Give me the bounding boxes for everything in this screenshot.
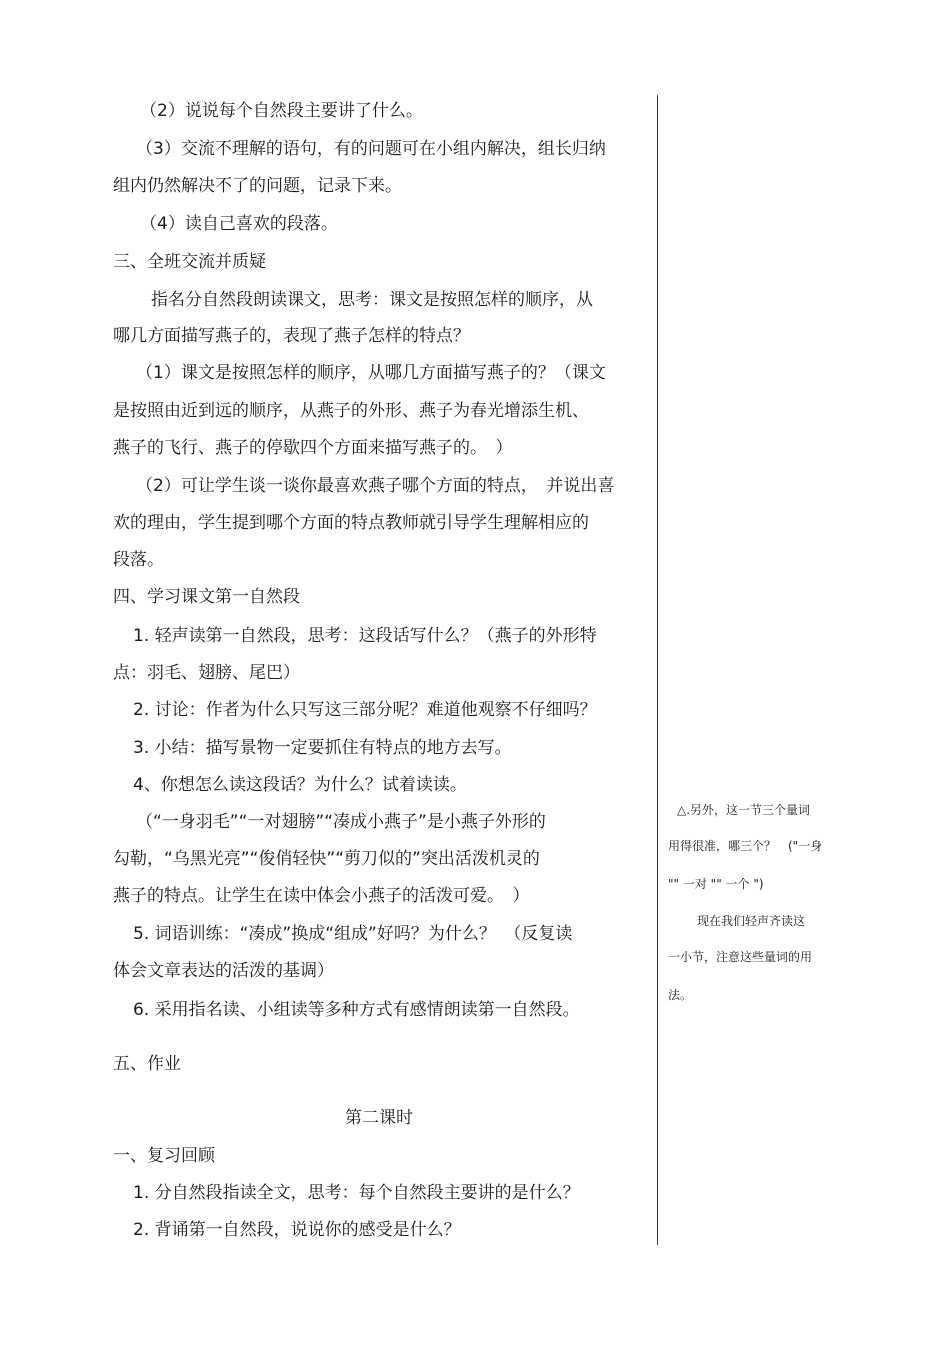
text-line: （2）说说每个自然段主要讲了什么。	[140, 101, 423, 121]
text-line: 欢的理由，学生提到哪个方面的特点教师就引导学生理解相应的	[113, 513, 589, 533]
text-line: 5. 词语训练：“凑成”换成“组成”好吗？为什么？ （反复读	[133, 924, 573, 944]
text-line: 组内仍然解决不了的问题，记录下来。	[113, 176, 402, 196]
text-line: 燕子的特点。让学生在读中体会小燕子的活泼可爱。 ）	[113, 886, 530, 906]
text-line: （4）读自己喜欢的段落。	[140, 214, 338, 234]
section-heading: 四、学习课文第一自然段	[113, 587, 300, 607]
section-heading: 一、复习回顾	[113, 1146, 215, 1166]
column-divider	[657, 95, 658, 1245]
side-note-line: 用得很准，哪三个？ ("一身	[668, 839, 823, 853]
text-line: 燕子的飞行、燕子的停歇四个方面来描写燕子的。 ）	[113, 438, 513, 458]
section-heading: 五、作业	[113, 1054, 181, 1074]
lesson-title: 第二课时	[345, 1108, 413, 1128]
side-note-line: 法。	[668, 988, 693, 1002]
text-line: （1）课文是按照怎样的顺序，从哪几方面描写燕子的？（课文	[136, 363, 606, 383]
text-line: 2. 讨论：作者为什么只写这三部分呢？难道他观察不仔细吗？	[133, 700, 597, 720]
text-line: 3. 小结：描写景物一定要抓住有特点的地方去写。	[133, 738, 512, 758]
text-line: 勾勒，“乌黑光亮”“俊俏轻快”“剪刀似的”突出活泼机灵的	[113, 849, 540, 869]
text-line: 哪几方面描写燕子的，表现了燕子怎样的特点？	[113, 326, 470, 346]
text-line: 体会文章表达的活泼的基调）	[113, 961, 334, 981]
text-line: 2. 背诵第一自然段，说说你的感受是什么？	[133, 1220, 461, 1240]
side-note-line: 一小节，注意这些量词的用	[668, 950, 813, 964]
text-line: （“一身羽毛”“一对翅膀”“凑成小燕子”是小燕子外形的	[136, 812, 546, 832]
text-line: 指名分自然段朗读课文，思考：课文是按照怎样的顺序，从	[151, 290, 593, 310]
section-heading: 三、全班交流并质疑	[113, 252, 266, 272]
text-line: （2）可让学生谈一谈你最喜欢燕子哪个方面的特点， 并说出喜	[136, 476, 615, 496]
text-line: 6. 采用指名读、小组读等多种方式有感情朗读第一自然段。	[133, 1000, 580, 1020]
text-line: 段落。	[113, 550, 164, 570]
side-note-line: △.另外，这一节三个量词	[677, 803, 811, 817]
text-line: 1. 分自然段指读全文，思考：每个自然段主要讲的是什么？	[133, 1183, 580, 1203]
side-note-line: 现在我们轻声齐读这	[697, 914, 806, 928]
text-line: 是按照由近到远的顺序，从燕子的外形、燕子为春光增添生机、	[113, 401, 589, 421]
text-line: 点：羽毛、翅膀、尾巴）	[113, 663, 300, 683]
text-line: （3）交流不理解的语句，有的问题可在小组内解决，组长归纳	[136, 139, 606, 159]
side-note-line: "" 一对 "" 一个 ")	[668, 877, 764, 891]
text-line: 4、你想怎么读这段话？为什么？试着读读。	[133, 775, 467, 795]
text-line: 1. 轻声读第一自然段，思考：这段话写什么？（燕子的外形特	[133, 626, 597, 646]
